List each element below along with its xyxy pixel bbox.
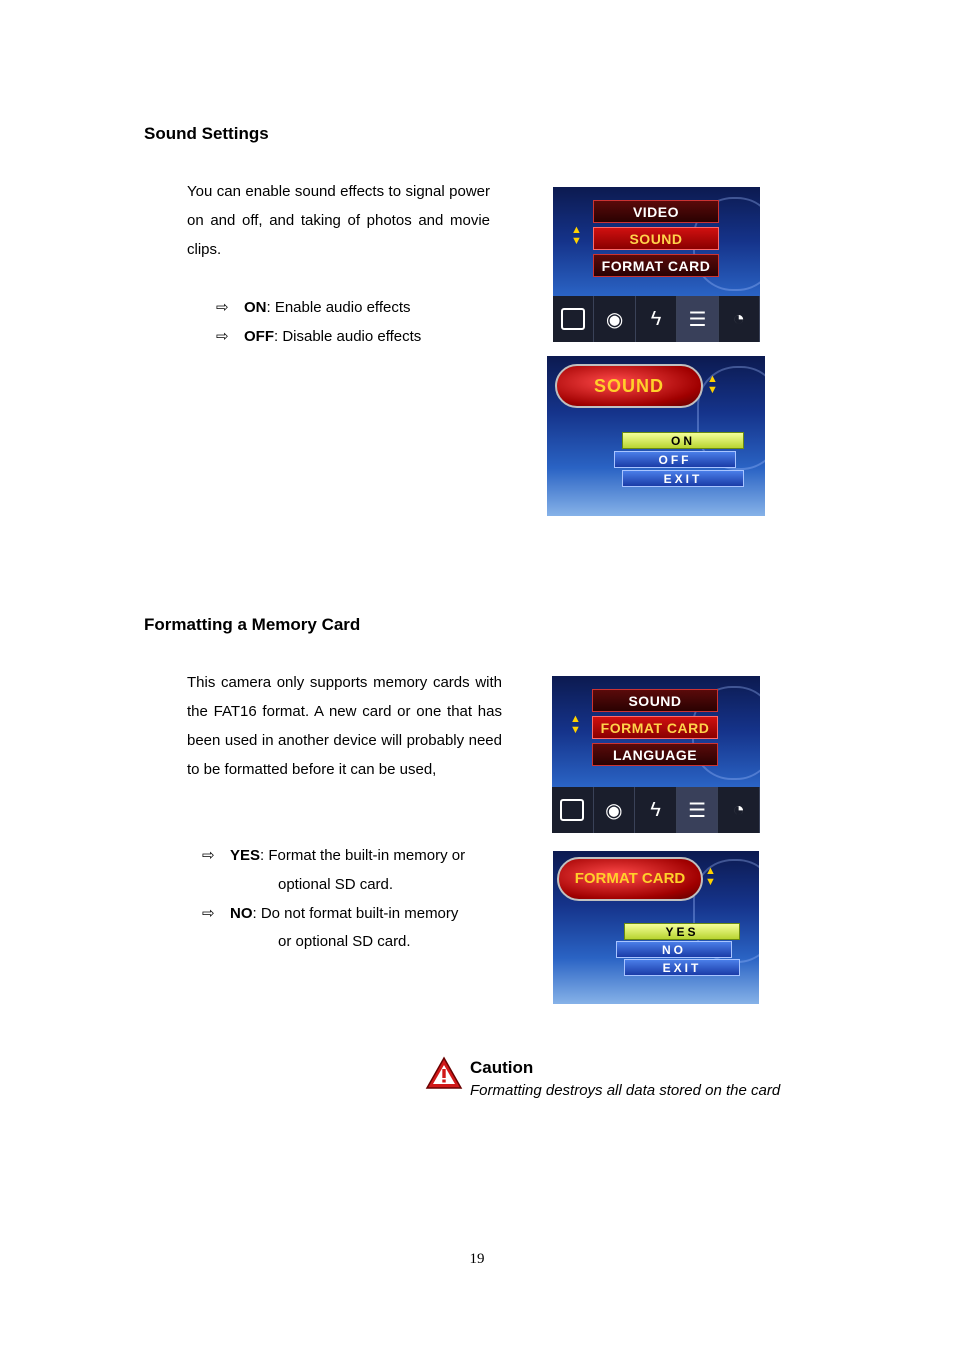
- bullet-text: : Format the built-in memory or: [260, 847, 466, 864]
- section-heading-sound: Sound Settings: [144, 124, 269, 143]
- caution-title: Caution: [470, 1058, 534, 1077]
- bulb-icon: ◔: [718, 787, 760, 833]
- list-item: [216, 322, 516, 351]
- sound-menu-screenshot: [553, 187, 760, 342]
- format-menu-screenshot: [552, 676, 760, 833]
- list-item: [216, 293, 516, 322]
- arrow-right-icon: ⇨: [202, 847, 215, 864]
- option-on: ON: [622, 432, 744, 449]
- menu-item: FORMAT CARD: [593, 254, 719, 277]
- section-heading-format: Formatting a Memory Card: [144, 615, 361, 634]
- list-item: [202, 899, 502, 956]
- camera-icon: ◉: [594, 787, 636, 833]
- bullet-text: : Disable audio effects: [274, 328, 422, 345]
- option-off: OFF: [614, 451, 736, 468]
- mode-icon-bar: [552, 787, 760, 833]
- option-title-pill: SOUND: [555, 364, 703, 408]
- up-down-arrow-icon: ▲ ▼: [571, 224, 582, 247]
- bulb-icon: ◔: [719, 296, 760, 342]
- format-bullet-list: [202, 841, 502, 956]
- bullet-text: : Do not format built-in memory: [252, 905, 459, 922]
- flash-icon: ϟ: [636, 296, 677, 342]
- mode-icon-bar: [553, 296, 760, 342]
- option-exit: EXIT: [622, 470, 744, 487]
- option-yes: YES: [624, 923, 740, 940]
- resolution-icon: [552, 787, 594, 833]
- list-item: [202, 841, 502, 899]
- format-options-screenshot: [553, 851, 759, 1004]
- camera-icon: ◉: [594, 296, 635, 342]
- up-down-arrow-icon: ▲ ▼: [570, 713, 581, 736]
- menu-item: VIDEO: [593, 200, 719, 223]
- sound-options-screenshot: [547, 356, 765, 516]
- resolution-icon: [553, 296, 594, 342]
- menu-item: SOUND: [592, 689, 718, 712]
- bullet-label: NO: [230, 905, 253, 922]
- bullet-continuation: optional SD card.: [278, 876, 394, 893]
- menu-item-selected: SOUND: [593, 227, 719, 250]
- option-no: NO: [616, 941, 732, 958]
- arrow-right-icon: ⇨: [216, 299, 229, 316]
- bullet-label: YES: [230, 847, 261, 864]
- caution-text: Formatting destroys all data stored on the card: [470, 1082, 781, 1099]
- bullet-continuation: or optional SD card.: [278, 933, 411, 950]
- bullet-label: OFF: [244, 328, 274, 345]
- up-down-arrow-icon: ▲ ▼: [705, 865, 716, 888]
- menu-item: LANGUAGE: [592, 743, 718, 766]
- format-paragraph: This camera only supports memory cards with the FAT16 format. A new card or one that has been used in another device will probably need to be formatted before it can be used,: [187, 674, 502, 778]
- warning-triangle-icon: [425, 1056, 463, 1090]
- page-number: 19: [469, 1251, 485, 1267]
- arrow-right-icon: ⇨: [216, 328, 229, 345]
- setup-list-icon: ☰: [677, 296, 718, 342]
- up-down-arrow-icon: ▲ ▼: [707, 373, 718, 396]
- bullet-text: : Enable audio effects: [266, 299, 411, 316]
- flash-icon: ϟ: [635, 787, 677, 833]
- option-exit: EXIT: [624, 959, 740, 976]
- menu-item-selected: FORMAT CARD: [592, 716, 718, 739]
- arrow-right-icon: ⇨: [202, 905, 215, 922]
- setup-list-icon: ☰: [677, 787, 719, 833]
- sound-paragraph: You can enable sound effects to signal power on and off, and taking of photos and movie clips.: [187, 183, 490, 258]
- bullet-label: ON: [244, 299, 267, 316]
- sound-bullet-list: [216, 293, 516, 351]
- option-title-pill: FORMAT CARD: [557, 857, 703, 901]
